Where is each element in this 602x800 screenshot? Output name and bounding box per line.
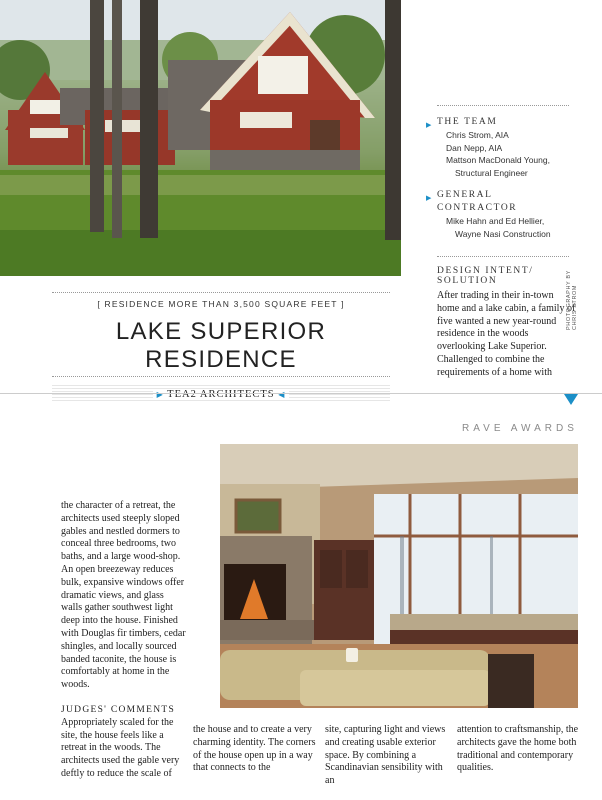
contractor-heading-line2: CONTRACTOR — [437, 203, 518, 213]
firm-label — [153, 389, 290, 400]
house-exterior-photo — [0, 0, 401, 276]
firm-name: TEA2 ARCHITECTS — [167, 389, 275, 400]
interior-photo — [220, 444, 578, 708]
left-triangle-icon: ◀ — [278, 390, 286, 399]
sidebar-mid-rule — [437, 256, 569, 257]
bullet-icon: ▶ — [426, 121, 432, 129]
award-category: [ RESIDENCE MORE THAN 3,500 SQUARE FEET ] — [97, 299, 345, 309]
right-triangle-icon: ▶ — [156, 390, 164, 399]
design-intent-heading-line2: SOLUTION — [437, 276, 498, 286]
judges-heading: JUDGES' COMMENTS — [61, 704, 176, 715]
contractor-line: Wayne Nasi Construction — [455, 228, 551, 239]
page-divider — [0, 393, 602, 394]
judges-column-3: site, capturing light and views and creating usable exterior space. By combining a Scandinavian sensibility with an — [325, 724, 446, 787]
design-intent-section — [437, 266, 577, 380]
title-bottom-rule — [52, 376, 390, 377]
team-member: Mattson MacDonald Young, — [446, 155, 550, 165]
team-member: Dan Nepp, AIA — [446, 142, 503, 153]
body-column-1 — [61, 500, 186, 781]
team-member: Structural Engineer — [455, 167, 528, 178]
body-text: the character of a retreat, the architects used steeply sloped gables and nestled dormers to conceal three bedrooms, two baths, and a large wood-shop. An open breezeway reduces bulk, expansive windows offer dramatic views, and glass walls gather southwest light deep into the house. Finished with Douglas fir timbers, cedar shingles, and locally sourced banded taconite, the house is comfortably at home in the woods. — [61, 500, 186, 691]
team-member: Chris Strom, AIA — [446, 130, 509, 140]
contractor-heading: GENERAL — [437, 190, 493, 200]
judges-column-2: the house and to create a very charming identity. The corners of the house open up in a way that connects to the — [193, 724, 316, 774]
bullet-icon: ▶ — [426, 194, 432, 202]
project-title: LAKE SUPERIOR RESIDENCE — [115, 318, 327, 373]
team-section — [426, 116, 577, 240]
section-label: RAVE AWARDS — [462, 423, 578, 434]
judges-text: Appropriately scaled for the site, the house feels like a retreat in the woods. The architects used the gable very deftly to reduce the scale of — [61, 716, 180, 779]
title-block — [52, 292, 390, 401]
judges-column-4: attention to craftsmanship, the architects gave the home both traditional and contemporary qualities. — [457, 724, 579, 774]
photo-credit: PHOTOGRAPHY BY CHRIS STROM — [566, 270, 578, 330]
down-triangle-icon — [564, 394, 578, 405]
contractor-line: Mike Hahn and Ed Hellier, — [446, 216, 545, 226]
sidebar-top-rule — [437, 105, 569, 106]
design-intent-heading: DESIGN INTENT/ — [437, 266, 534, 276]
team-heading: THE TEAM — [437, 117, 498, 127]
design-intent-text: After trading in their in-town home and a lake cabin, a family of five wanted a new year-round residence in the woods overlooking Lake Superior. Challenged to combine the requirements of a home with — [437, 290, 576, 378]
